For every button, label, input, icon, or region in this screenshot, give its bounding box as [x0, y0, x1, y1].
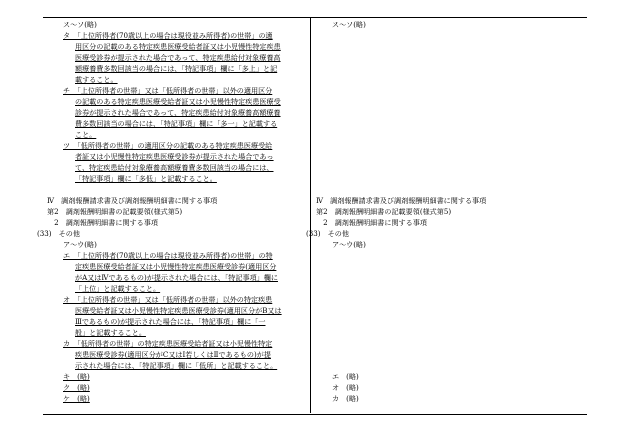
left-text-line: オ 「上位所得者の世帯」又は「低所得者の世帯」以外の特定疾患: [63, 295, 273, 304]
left-text-line: 般」と記載すること。: [75, 328, 146, 337]
left-text-line: て、特定疾患給付対象療養高額療養費多数回該当の場合には、: [75, 163, 274, 172]
left-text-line: 医療受給者証又は小児慢性特定疾患医療受診券(適用区分がB又は: [75, 306, 282, 315]
right-text-line: 2 調剤報酬明細書に関する事項: [316, 218, 427, 227]
left-text-line: 「上位」と記載すること。: [75, 284, 161, 293]
left-text-line: 医療受診券が提示された場合であって、特定疾患給付対象療養高: [75, 53, 281, 62]
left-text-line: Ⅳ 調剤報酬請求書及び調剤報酬明細書に関する事項: [47, 196, 218, 205]
left-text-line: 診券が提示された場合であって、特定疾患給付対象療養高額療養: [75, 108, 281, 117]
left-text-line: カ 「低所得者の世帯」の特定疾患医療受給者証又は小児慢性特定: [63, 339, 273, 348]
left-text-line: チ 「上位所得者の世帯」又は「低所得者の世帯」以外の適用区分: [63, 86, 273, 95]
left-text-line: 「特記事項」欄に「多低」と記載すること。: [75, 174, 217, 183]
left-text-line: ケ (略): [63, 394, 90, 403]
right-text-line: エ (略): [332, 372, 359, 381]
left-text-line: 定疾患医療受給者証又は小児慢性特定疾患医療受診券(適用区分: [75, 262, 277, 271]
left-text-line: 示された場合には、「特記事項」欄に「低所」と記載すること。: [75, 361, 278, 370]
left-text-line: キ (略): [63, 372, 90, 381]
left-text-line: 額療養費多数回該当の場合には、「特記事項」欄に「多上」と記: [75, 64, 278, 73]
left-text-line: タ 「上位所得者(70歳以上の場合は現役並み所得者)の世帯」の適: [63, 31, 273, 40]
left-text-line: の記載のある特定疾患医療受給者証又は小児慢性特定疾患医療受: [75, 97, 281, 106]
left-text-line: こと。: [75, 130, 97, 139]
left-text-line: 第2 調剤報酬明細書の記載要領(様式第5): [47, 207, 183, 216]
left-text-line: ス～ソ(略): [63, 20, 97, 29]
column-divider: [310, 17, 311, 413]
left-text-line: ア～ウ(略): [63, 240, 97, 249]
left-text-line: 者証又は小児慢性特定疾患医療受診券が提示された場合であっ: [75, 152, 274, 161]
left-text-line: 疾患医療受診券(適用区分がC又はⅠ若しくはⅡであるもの)が提: [75, 350, 271, 359]
left-text-line: 載すること。: [75, 75, 118, 84]
right-text-line: カ (略): [332, 394, 359, 403]
left-text-line: エ 「上位所得者(70歳以上の場合は現役並み所得者)の世帯」の特: [63, 251, 273, 260]
right-text-line: オ (略): [332, 383, 359, 392]
left-text-line: 用区分の記載のある特定疾患医療受給者証又は小児慢性特定疾患: [75, 42, 281, 51]
right-text-line: ア～ウ(略): [332, 240, 366, 249]
left-text-line: 費多数回該当の場合には、「特記事項」欄に「多一」と記載する: [75, 119, 278, 128]
right-text-line: ス～ソ(略): [332, 20, 366, 29]
right-text-line: 第2 調剤報酬明細書の記載要領(様式第5): [316, 207, 452, 216]
left-text-line: がA又はⅣであるもの)が提示された場合には、「特記事項」欄に: [75, 273, 278, 282]
right-text-line: Ⅳ 調剤報酬請求書及び調剤報酬明細書に関する事項: [316, 196, 487, 205]
left-text-line: ツ 「低所得者の世帯」の適用区分の記載のある特定疾患医療受給: [63, 141, 273, 150]
left-text-line: ク (略): [63, 383, 90, 392]
left-text-line: Ⅲであるもの)が提示された場合には、「特記事項」欄に「一: [75, 317, 266, 326]
left-text-line: (33) その他: [37, 229, 80, 238]
right-text-line: (33) その他: [306, 229, 349, 238]
left-text-line: 2 調剤報酬明細書に関する事項: [47, 218, 158, 227]
